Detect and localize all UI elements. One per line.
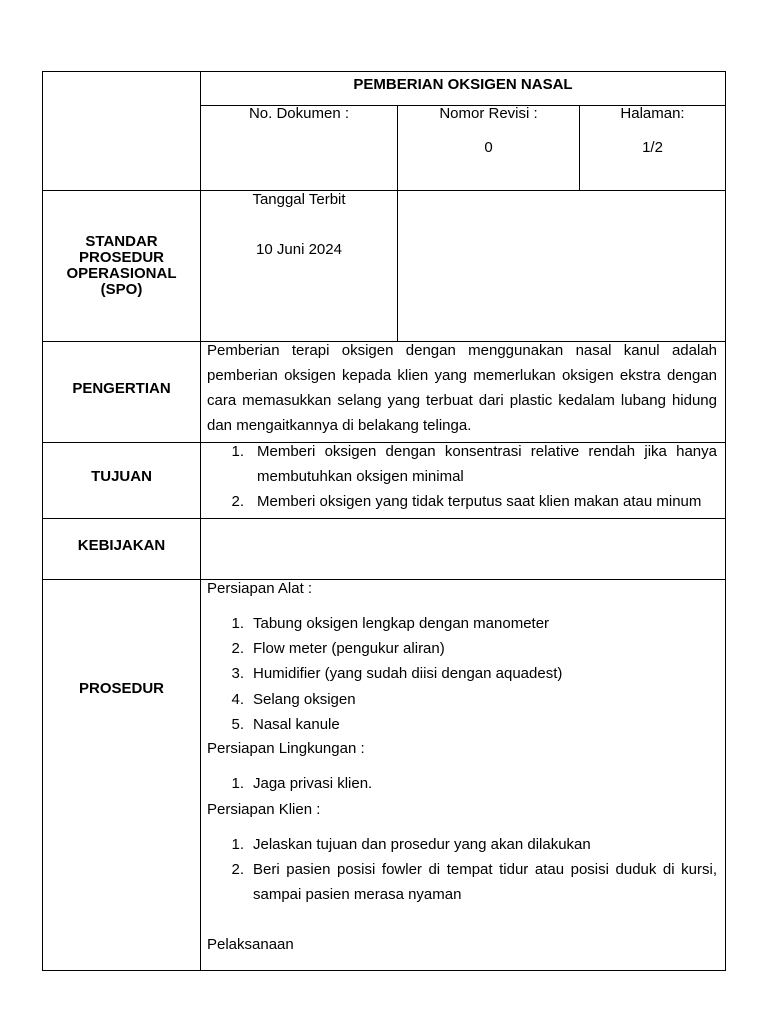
table-border-top — [42, 71, 726, 72]
klien-item-1-number: 1. — [231, 836, 244, 853]
alat-item-5-text: Nasal kanule — [253, 716, 340, 733]
row-divider-4 — [42, 518, 726, 519]
pengertian-line-1: Pemberian terapi oksigen dengan menggunakan nasal kanul adalah — [207, 342, 717, 359]
alat-item-3-number: 3. — [231, 665, 244, 682]
alat-item-1-text: Tabung oksigen lengkap dengan manometer — [253, 615, 550, 632]
tanggal-terbit-value: 10 Juni 2024 — [256, 241, 342, 258]
alat-item-5-number: 5. — [231, 716, 244, 733]
alat-item-1-number: 1. — [231, 615, 244, 632]
persiapan-klien-label: Persiapan Klien : — [207, 801, 321, 818]
tujuan-item-2-number: 2. — [231, 493, 244, 510]
halaman-label: Halaman: — [620, 105, 685, 122]
lingkungan-item-1-text: Jaga privasi klien. — [253, 775, 373, 792]
klien-item-1-text: Jelaskan tujuan dan prosedur yang akan dilakukan — [253, 836, 591, 853]
persiapan-lingkungan-label: Persiapan Lingkungan : — [207, 740, 365, 757]
document-title: PEMBERIAN OKSIGEN NASAL — [353, 76, 573, 93]
alat-item-4-number: 4. — [231, 691, 244, 708]
spo-label: STANDAR PROSEDUR OPERASIONAL (SPO) — [66, 233, 177, 298]
halaman-value: 1/2 — [642, 139, 663, 156]
kebijakan-label: KEBIJAKAN — [77, 537, 166, 554]
nomor-revisi-label: Nomor Revisi : — [439, 105, 538, 122]
pengertian-label: PENGERTIAN — [72, 380, 171, 397]
pengertian-line-4: dan mengaitkannya di belakang telinga. — [207, 417, 472, 434]
tujuan-label: TUJUAN — [91, 468, 152, 485]
lingkungan-item-1-number: 1. — [231, 775, 244, 792]
persiapan-alat-label: Persiapan Alat : — [207, 580, 313, 597]
nomor-revisi-value: 0 — [484, 139, 493, 156]
table-border-right — [725, 71, 726, 971]
alat-item-2-number: 2. — [231, 640, 244, 657]
table-border-left — [42, 71, 43, 971]
alat-item-2-text: Flow meter (pengukur aliran) — [253, 640, 445, 657]
tujuan-item-1-number: 1. — [231, 443, 244, 460]
row-divider-5 — [42, 579, 726, 580]
klien-item-2-line-1: Beri pasien posisi fowler di tempat tidur atau posisi duduk di kursi, — [253, 861, 717, 878]
prosedur-label: PROSEDUR — [78, 680, 164, 697]
pengertian-line-2: pemberian oksigen kepada klien yang memerlukan oksigen ekstra dengan — [207, 367, 717, 384]
alat-item-4-text: Selang oksigen — [253, 691, 356, 708]
klien-item-2-number: 2. — [231, 861, 244, 878]
tanggal-terbit-label: Tanggal Terbit — [252, 191, 346, 208]
pelaksanaan-label: Pelaksanaan — [207, 936, 294, 953]
tujuan-item-1-line-1: Memberi oksigen dengan konsentrasi relative rendah jika hanya — [257, 443, 717, 460]
no-dokumen-label: No. Dokumen : — [248, 105, 350, 122]
alat-item-3-text: Humidifier (yang sudah diisi dengan aquadest) — [253, 665, 563, 682]
pengertian-line-3: cara memasukkan selang yang terbuat dari plastic kedalam lubang hidung — [207, 392, 717, 409]
klien-item-2-line-2: sampai pasien merasa nyaman — [253, 886, 462, 903]
table-border-bottom — [42, 970, 726, 971]
tujuan-item-1-line-2: membutuhkan oksigen minimal — [257, 468, 464, 485]
tujuan-item-2-line-1: Memberi oksigen yang tidak terputus saat klien makan atau minum — [257, 493, 702, 510]
